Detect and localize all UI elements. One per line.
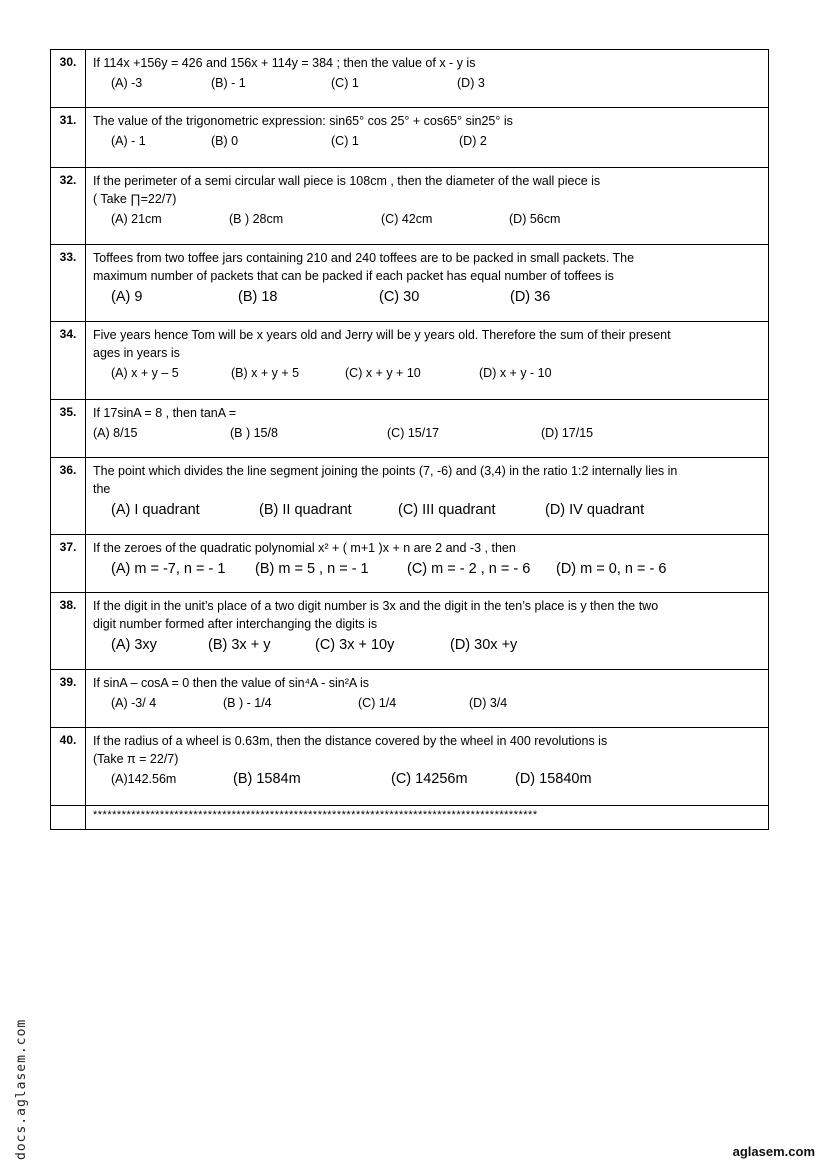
option-b: (B) 1584m [233,771,301,787]
option-d: (D) 3/4 [469,696,508,710]
question-stem-line: If the radius of a wheel is 0.63m, then the distance covered by the wheel in 400 revolutions is [93,734,608,748]
options-row [93,769,762,791]
option-b: (B) 18 [238,289,278,305]
option-c: (C) 3x + 10y [315,637,395,653]
question-body [86,400,769,458]
question-body [86,458,769,535]
option-d: (D) 56cm [509,212,561,226]
question-stem-line: Five years hence Tom will be x years old and Jerry will be y years old. Therefore the sum of their present [93,328,671,342]
option-d: (D) 30x +y [450,637,518,653]
end-marker-number-cell [51,806,86,830]
option-a: (A) -3/ 4 [111,696,157,710]
question-stem-line: Toffees from two toffee jars containing 210 and 240 toffees are to be packed in small packets. The [93,251,635,265]
option-c: (C) 30 [379,289,420,305]
question-stem-line: If 17sinA = 8 , then tanA = [93,406,237,420]
question-row [51,670,769,728]
option-d: (D) 3 [457,76,485,90]
option-a: (A) - 1 [111,134,146,148]
options-row [93,286,762,308]
option-a: (A) 3xy [111,637,157,653]
question-row [51,245,769,322]
question-row [51,535,769,593]
question-number: 33. [51,245,86,322]
question-body [86,50,769,108]
question-stem-line: If sinA – cosA = 0 then the value of sin⁴A - sin²A is [93,676,370,690]
question-table [50,49,769,830]
question-number: 34. [51,322,86,400]
question-body [86,535,769,593]
option-d: (D) 2 [459,134,487,148]
question-number: 32. [51,168,86,245]
question-stem-line: ages in years is [93,346,180,360]
question-stem-line: digit number formed after interchanging the digits is [93,617,378,631]
option-c: (C) 14256m [391,771,468,787]
options-row [93,131,762,151]
question-row [51,458,769,535]
option-c: (C) 1/4 [358,696,397,710]
question-stem-line: ( Take ∏=22/7) [93,192,177,206]
option-b: (B) x + y + 5 [231,366,300,380]
options-row [93,499,762,521]
option-d: (D) m = 0, n = - 6 [556,561,667,577]
option-b: (B) 3x + y [208,637,271,653]
question-body [86,108,769,168]
end-marker-cell [86,806,769,830]
side-watermark: docs.aglasem.com [14,1018,29,1160]
options-row [93,73,762,93]
option-d: (D) 17/15 [541,426,594,440]
question-body [86,728,769,806]
question-stem-line: If the zeroes of the quadratic polynomial x² + ( m+1 )x + n are 2 and -3 , then [93,541,516,555]
end-marker: ********************************************************************************************* [93,809,538,821]
options-row [93,209,762,229]
question-stem-line: The point which divides the line segment joining the points (7, -6) and (3,4) in the ratio 1:2 internally lies in [93,464,678,478]
option-c: (C) III quadrant [398,502,496,518]
question-stem-line: the [93,482,111,496]
options-row [93,558,762,580]
question-row [51,108,769,168]
option-c: (C) 15/17 [387,426,440,440]
option-d: (D) IV quadrant [545,502,645,518]
option-b: (B) 0 [211,134,239,148]
question-stem-line: If the perimeter of a semi circular wall piece is 108cm , then the diameter of the wall piece is [93,174,601,188]
option-d: (D) 36 [510,289,551,305]
option-a: (A) x + y – 5 [111,366,179,380]
option-b: (B ) 15/8 [230,426,278,440]
option-b: (B) - 1 [211,76,246,90]
question-row [51,50,769,108]
question-number: 38. [51,593,86,670]
question-number: 37. [51,535,86,593]
question-number: 35. [51,400,86,458]
question-body [86,593,769,670]
options-row [93,423,762,443]
option-c: (C) x + y + 10 [345,366,421,380]
end-marker-row [51,806,769,830]
question-stem-line: If the digit in the unit’s place of a two digit number is 3x and the digit in the ten’s place is y then the two [93,599,659,613]
question-stem-line: (Take π = 22/7) [93,752,179,766]
question-body [86,322,769,400]
option-b: (B ) 28cm [229,212,284,226]
question-table-body [51,50,769,806]
question-number: 39. [51,670,86,728]
question-body [86,168,769,245]
option-a: (A)142.56m [111,772,177,786]
option-d: (D) x + y - 10 [479,366,552,380]
question-number: 40. [51,728,86,806]
question-number: 31. [51,108,86,168]
question-body [86,245,769,322]
option-c: (C) 1 [331,76,359,90]
question-stem-line: The value of the trigonometric expression: sin65° cos 25° + cos65° sin25° is [93,114,513,128]
question-number: 36. [51,458,86,535]
option-a: (A) -3 [111,76,143,90]
question-stem-line: maximum number of packets that can be packed if each packet has equal number of toffees is [93,269,614,283]
option-b: (B) II quadrant [259,502,352,518]
option-a: (A) 9 [111,289,143,305]
brand-footer: aglasem.com [732,1144,815,1159]
option-c: (C) 1 [331,134,359,148]
option-b: (B ) - 1/4 [223,696,272,710]
question-row [51,322,769,400]
option-d: (D) 15840m [515,771,592,787]
option-a: (A) 21cm [111,212,162,226]
option-b: (B) m = 5 , n = - 1 [255,561,369,577]
question-row [51,728,769,806]
question-row [51,168,769,245]
question-row [51,400,769,458]
question-stem-line: If 114x +156y = 426 and 156x + 114y = 384 ; then the value of x - y is [93,56,476,70]
question-row [51,593,769,670]
option-c: (C) m = - 2 , n = - 6 [407,561,531,577]
option-a: (A) 8/15 [93,426,138,440]
option-a: (A) I quadrant [111,502,200,518]
option-c: (C) 42cm [381,212,433,226]
option-a: (A) m = -7, n = - 1 [111,561,226,577]
question-body [86,670,769,728]
options-row [93,693,762,713]
options-row [93,634,762,656]
options-row [93,363,762,383]
question-number: 30. [51,50,86,108]
